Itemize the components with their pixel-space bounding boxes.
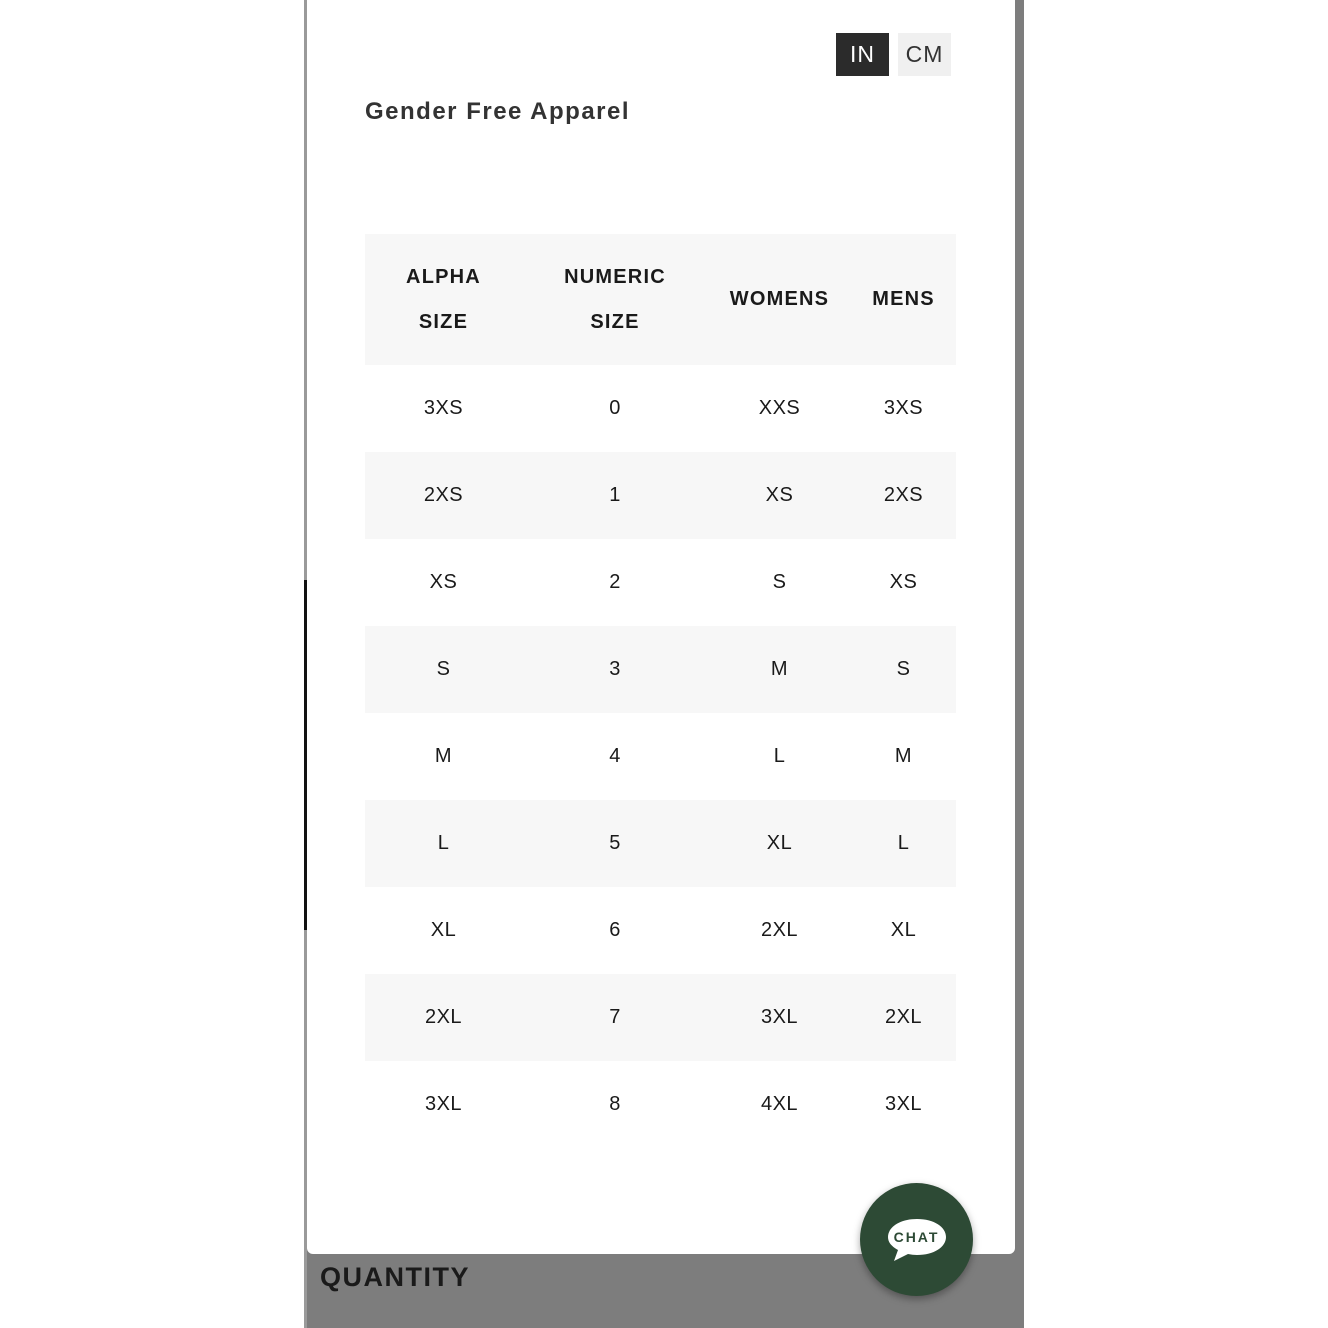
table-row bbox=[365, 974, 956, 1061]
cell-alpha: 2XS bbox=[365, 452, 522, 539]
quantity-label: QUANTITY bbox=[320, 1262, 470, 1292]
cell-mens: XS bbox=[889, 571, 918, 593]
chat-bubble-icon bbox=[886, 1217, 948, 1263]
size-chart-table bbox=[365, 234, 956, 1148]
page-viewport bbox=[304, 0, 1024, 1328]
cell-mens: 2XL bbox=[851, 974, 956, 1061]
cell-womens: 2XL bbox=[760, 919, 799, 941]
cell-alpha: M bbox=[434, 745, 453, 767]
cell-womens: 4XL bbox=[760, 1093, 799, 1115]
cell-mens: 3XS bbox=[883, 397, 924, 419]
cell-alpha: L bbox=[365, 800, 522, 887]
cell-womens: M bbox=[708, 626, 851, 713]
chat-label: CHAT bbox=[893, 1228, 940, 1245]
table-row bbox=[365, 539, 956, 626]
cell-alpha: XL bbox=[430, 919, 457, 941]
cell-womens: 3XL bbox=[708, 974, 851, 1061]
cell-numeric: 5 bbox=[522, 800, 708, 887]
cell-numeric: 3 bbox=[522, 626, 708, 713]
cell-numeric: 2 bbox=[609, 571, 621, 593]
header-alpha-line1: ALPHA bbox=[406, 265, 481, 288]
cell-numeric: 0 bbox=[609, 397, 621, 419]
table-row bbox=[365, 713, 956, 800]
cell-womens: L bbox=[773, 745, 786, 767]
unit-in-button[interactable]: IN bbox=[836, 33, 889, 76]
table-row bbox=[365, 452, 956, 539]
cell-womens: XS bbox=[708, 452, 851, 539]
table-row bbox=[365, 1061, 956, 1148]
cell-mens: M bbox=[894, 745, 913, 767]
header-numeric-size bbox=[522, 234, 708, 365]
chat-button[interactable] bbox=[860, 1183, 973, 1296]
cell-womens: XXS bbox=[758, 397, 801, 419]
cell-mens: XL bbox=[890, 919, 917, 941]
table-header-row bbox=[365, 234, 956, 365]
cell-mens: 3XL bbox=[884, 1093, 923, 1115]
header-womens: WOMENS bbox=[708, 234, 851, 365]
unit-cm-button[interactable]: CM bbox=[898, 33, 951, 76]
cell-numeric: 6 bbox=[609, 919, 621, 941]
table-row bbox=[365, 365, 956, 452]
header-alpha-size bbox=[365, 234, 522, 365]
cell-alpha: 2XL bbox=[365, 974, 522, 1061]
cell-alpha: S bbox=[365, 626, 522, 713]
header-numeric-line1: NUMERIC bbox=[564, 265, 666, 288]
cell-alpha: 3XL bbox=[424, 1093, 463, 1115]
table-row bbox=[365, 626, 956, 713]
cell-alpha: XS bbox=[429, 571, 458, 593]
header-alpha-line2: SIZE bbox=[418, 310, 469, 333]
header-numeric-line2: SIZE bbox=[590, 310, 640, 333]
cell-mens: S bbox=[851, 626, 956, 713]
header-mens: MENS bbox=[851, 234, 956, 365]
cell-alpha: 3XS bbox=[423, 397, 464, 419]
cell-womens: S bbox=[772, 571, 787, 593]
table-row bbox=[365, 887, 956, 974]
cell-numeric: 7 bbox=[522, 974, 708, 1061]
cell-mens: L bbox=[851, 800, 956, 887]
size-chart-title: Gender Free Apparel bbox=[365, 98, 631, 125]
size-chart-modal bbox=[307, 0, 1015, 1254]
cell-numeric: 1 bbox=[522, 452, 708, 539]
cell-numeric: 4 bbox=[609, 745, 621, 767]
table-row bbox=[365, 800, 956, 887]
unit-toggle bbox=[836, 33, 951, 76]
cell-womens: XL bbox=[708, 800, 851, 887]
cell-mens: 2XS bbox=[851, 452, 956, 539]
cell-numeric: 8 bbox=[609, 1093, 621, 1115]
